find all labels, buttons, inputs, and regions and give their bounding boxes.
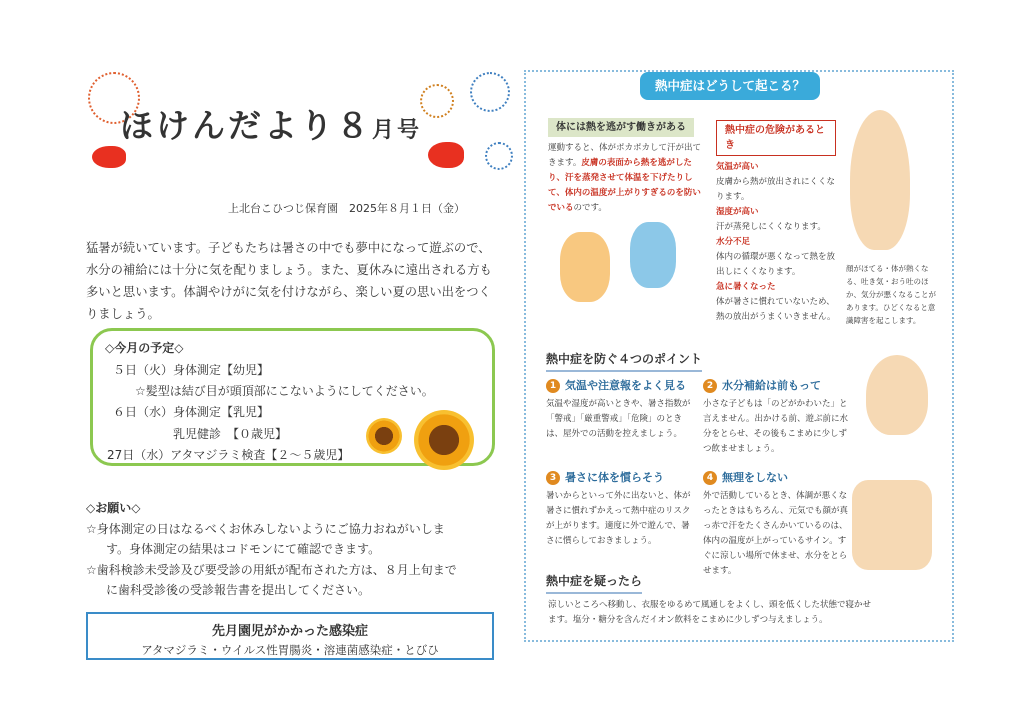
danger-item-title: 急に暑くなった bbox=[716, 282, 776, 292]
sunflower-icon bbox=[366, 418, 402, 454]
requests-heading: ◇お願い◇ bbox=[86, 501, 141, 515]
danger-item-text: 汗が蒸発しにくくなります。 bbox=[716, 222, 826, 232]
firework-icon bbox=[485, 142, 513, 170]
point-number: 4 bbox=[703, 471, 717, 485]
request-line: ☆歯科検診未受診及び要受診の用紙が配布された方は、８月上旬まで bbox=[86, 562, 457, 577]
point-number: 3 bbox=[546, 471, 560, 485]
danger-item-title: 水分不足 bbox=[716, 237, 751, 247]
request-line: に歯科受診後の受診報告書を提出してください。 bbox=[106, 583, 371, 597]
point-text: 暑いからといって外に出ないと、体が暑さに慣れずかえって熱中症のリスクが上がります。適度に外で遊んで、暑さに慣らしておきましょう。 bbox=[546, 491, 691, 546]
school-date: 上北台こひつじ保育園 2025年８月１日（金） bbox=[228, 202, 465, 215]
body-heat-emphasis: 皮膚の表面から熱を逃がしたり、汗を蒸発させて体温を下げたりして、体内の温度が上がりすぎるのを防いでいる bbox=[548, 158, 701, 213]
infection-box bbox=[86, 612, 494, 660]
running-child-illustration bbox=[630, 222, 676, 288]
firework-icon bbox=[470, 72, 510, 112]
point-number: 1 bbox=[546, 379, 560, 393]
danger-item-text: 皮膚から熱が放出されにくくなります。 bbox=[716, 177, 836, 202]
point-item bbox=[546, 378, 696, 442]
body-heat-text: のです。 bbox=[573, 203, 607, 213]
body-heat-section bbox=[548, 118, 708, 216]
point-heading: 無理をしない bbox=[722, 471, 788, 484]
danger-item-title: 気温が高い bbox=[716, 162, 759, 172]
request-line: ☆身体測定の日はなるべくお休みしないようにご協力おねがいしま bbox=[86, 521, 445, 536]
firework-icon bbox=[420, 84, 454, 118]
suspect-title: 熱中症を疑ったら bbox=[546, 572, 642, 594]
schedule-line: ☆髪型は結び目が頭頂部にこないようにしてください。 bbox=[135, 384, 434, 398]
drinking-child-illustration bbox=[866, 355, 928, 435]
point-heading: 水分補給は前もって bbox=[722, 379, 821, 392]
heatstroke-title: 熱中症はどうして起こる？ bbox=[640, 72, 820, 100]
schedule-heading: ◇今月の予定◇ bbox=[105, 341, 184, 355]
point-item bbox=[703, 470, 853, 579]
danger-heading: 熱中症の危険があるとき bbox=[716, 120, 836, 156]
schedule-line: ５日（火）身体測定【幼児】 bbox=[113, 363, 270, 377]
point-heading: 気温や注意報をよく見る bbox=[565, 379, 686, 392]
danger-item-title: 湿度が高い bbox=[716, 207, 759, 217]
danger-section bbox=[716, 120, 836, 325]
prevent-title: 熱中症を防ぐ４つのポイント bbox=[546, 350, 702, 372]
infection-heading: 先月園児がかかった感染症 bbox=[211, 624, 368, 639]
requests-section bbox=[86, 498, 496, 601]
schedule-line: 27日（水）アタマジラミ検査【２～５歳児】 bbox=[107, 448, 350, 462]
schedule-line: ６日（水）身体測定【乳児】 bbox=[113, 405, 270, 419]
point-text: 外で活動しているとき、体調が悪くなったときはもちろん、元気でも顔が真っ赤で汗をたくさんかいているのは、体内の温度が上がっているサイン。すぐに涼しい場所で休ませ、水分をとらせます。 bbox=[703, 491, 849, 576]
point-number: 2 bbox=[703, 379, 717, 393]
point-text: 気温や湿度が高いときや、暑さ指数が「警戒」「厳重警戒」「危険」のときは、屋外での活動を控えましょう。 bbox=[546, 399, 691, 439]
sick-child-illustration bbox=[850, 110, 910, 250]
running-child-illustration bbox=[560, 232, 610, 302]
parent-child-illustration bbox=[852, 480, 932, 570]
schedule-line: 乳児健診 【０歳児】 bbox=[173, 427, 288, 441]
goldfish-icon bbox=[428, 142, 464, 168]
sunflower-icon bbox=[414, 410, 474, 470]
danger-item-text: 体が暑さに慣れていないため、熱の放出がうまくいきません。 bbox=[716, 297, 836, 322]
page-title: ほけんだより８月号 bbox=[120, 106, 423, 145]
symptom-text: 顔がほてる・体が熱くなる、吐き気・おう吐のほか、気分が悪くなることがあります。ひどくなると意識障害を起こします。 bbox=[846, 264, 936, 325]
infection-text: アタマジラミ・ウイルス性胃腸炎・溶連菌感染症・とびひ bbox=[141, 643, 439, 657]
goldfish-icon bbox=[92, 146, 126, 168]
body-heat-heading: 体には熱を逃がす働きがある bbox=[548, 118, 694, 137]
body-heat-text: 運動すると、体がポカポカして汗が出てきます。 bbox=[548, 143, 702, 168]
danger-item-text: 体内の循環が悪くなって熱を放出しにくくなります。 bbox=[716, 252, 836, 277]
point-item bbox=[546, 470, 696, 549]
point-heading: 暑さに体を慣らそう bbox=[565, 471, 664, 484]
intro-text: 猛暑が続いています。子どもたちは暑さの中でも夢中になって遊ぶので、水分の補給には十分に気を配りましょう。また、夏休みに遠出される方も多いと思います。体調やけがに気を付けながら、楽しい夏の思い出をつくりましょう。 bbox=[86, 241, 492, 321]
point-text: 小さな子どもは「のどがかわいた」と言えません。出かける前、遊ぶ前に水分をとらせ、その後もこまめに少しずつ飲ませましょう。 bbox=[703, 399, 849, 454]
point-item bbox=[703, 378, 853, 457]
suspect-text: 涼しいところへ移動し、衣服をゆるめて風通しをよくし、頭を低くした状態で寝かせます。塩分・糖分を含んだイオン飲料をこまめに少しずつ与えましょう。 bbox=[548, 600, 872, 625]
request-line: す。身体測定の結果はコドモンにて確認できます。 bbox=[106, 542, 381, 556]
